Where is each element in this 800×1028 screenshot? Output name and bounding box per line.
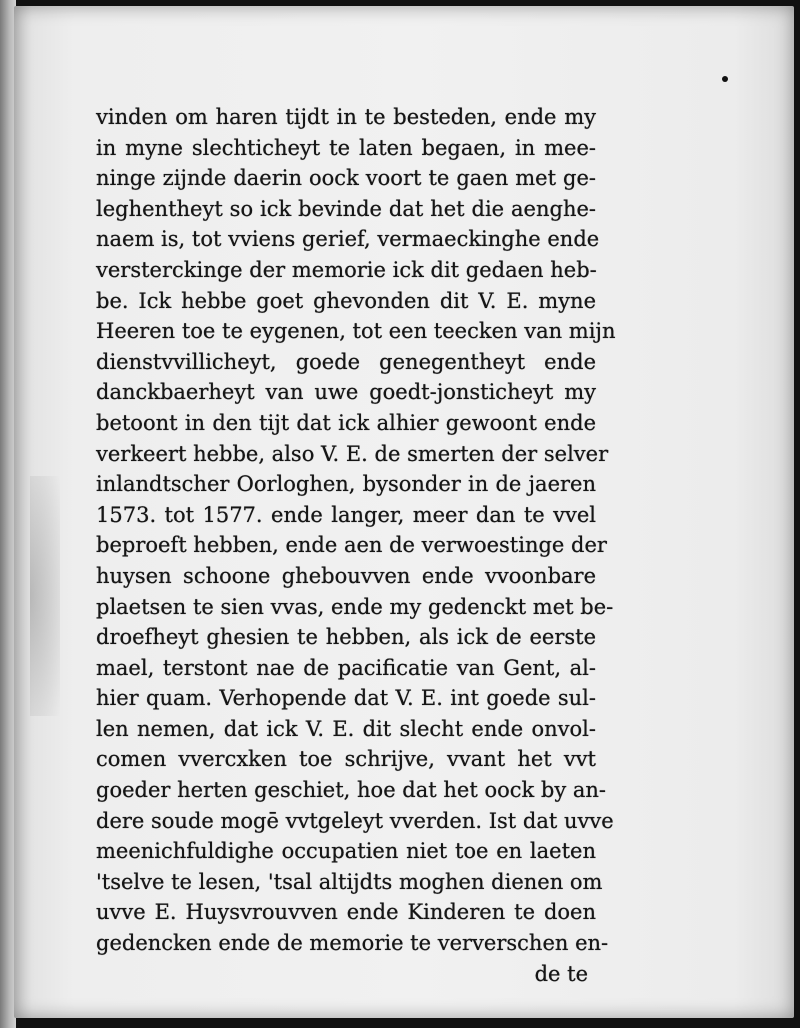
text-line: betoont in den tijt dat ick alhier gewoont ende	[96, 410, 596, 435]
paper-stain	[30, 476, 60, 716]
text-line: gedencken ende de memorie te ververschen en-	[96, 931, 609, 956]
text-line: huysen schoone ghebouvven ende vvoonbare	[96, 563, 596, 588]
text-line: Heeren toe te eygenen, tot een teecken van mijn	[96, 319, 616, 344]
paper-page	[14, 6, 794, 1018]
text-line: inlandtscher Oorloghen, bysonder in de jaeren	[96, 472, 596, 497]
text-line: ninge zijnde daerin oock voort te gaen met ge-	[96, 166, 596, 191]
text-line: beproeft hebben, ende aen de verwoestinge der	[96, 533, 607, 558]
text-line: verkeert hebbe, also V. E. de smerten der selver	[96, 441, 609, 466]
catchword-line: de te	[534, 961, 588, 986]
text-line: 'tselve te lesen, 'tsal altijdts moghen dienen om	[96, 869, 603, 894]
text-line: plaetsen te sien vvas, ende my gedenckt met be-	[96, 594, 614, 619]
text-line: len nemen, dat ick V. E. dit slecht ende onvol-	[96, 716, 596, 741]
text-line: naem is, tot vviens gerief, vermaeckinghe ende	[96, 227, 600, 252]
text-line: meenichfuldighe occupatien niet toe en laeten	[96, 839, 596, 864]
text-block	[96, 102, 616, 989]
text-line: comen vvercxken toe schrijve, vvant het vvt	[96, 747, 596, 772]
text-line: versterckinge der memorie ick dit gedaen heb-	[96, 257, 597, 282]
text-line: be. Ick hebbe goet ghevonden dit V. E. myne	[96, 288, 596, 313]
text-line: dere soude mogē vvtgeleyt vverden. Ist dat uvve	[96, 808, 614, 833]
ink-speck	[722, 76, 728, 82]
text-line: uvve E. Huysvrouvven ende Kinderen te doen	[96, 900, 596, 925]
text-line: hier quam. Verhopende dat V. E. int goede sul-	[96, 686, 596, 711]
text-line: droefheyt ghesien te hebben, als ick de eerste	[96, 625, 596, 650]
text-line: 1573. tot 1577. ende langer, meer dan te vvel	[96, 502, 596, 527]
text-line: dienstvvillicheyt, goede genegentheyt ende	[96, 349, 596, 374]
text-line: danckbaerheyt van uwe goedt-jonsticheyt my	[96, 380, 596, 405]
text-line: mael, terstont nae de pacificatie van Gent, al-	[96, 655, 596, 680]
text-line: leghentheyt so ick bevinde dat het die aenghe-	[96, 196, 596, 221]
text-line: in myne slechticheyt te laten begaen, in mee-	[96, 135, 596, 160]
text-line: goeder herten geschiet, hoe dat het oock by an-	[96, 778, 607, 803]
text-line: vinden om haren tijdt in te besteden, ende my	[96, 105, 596, 129]
